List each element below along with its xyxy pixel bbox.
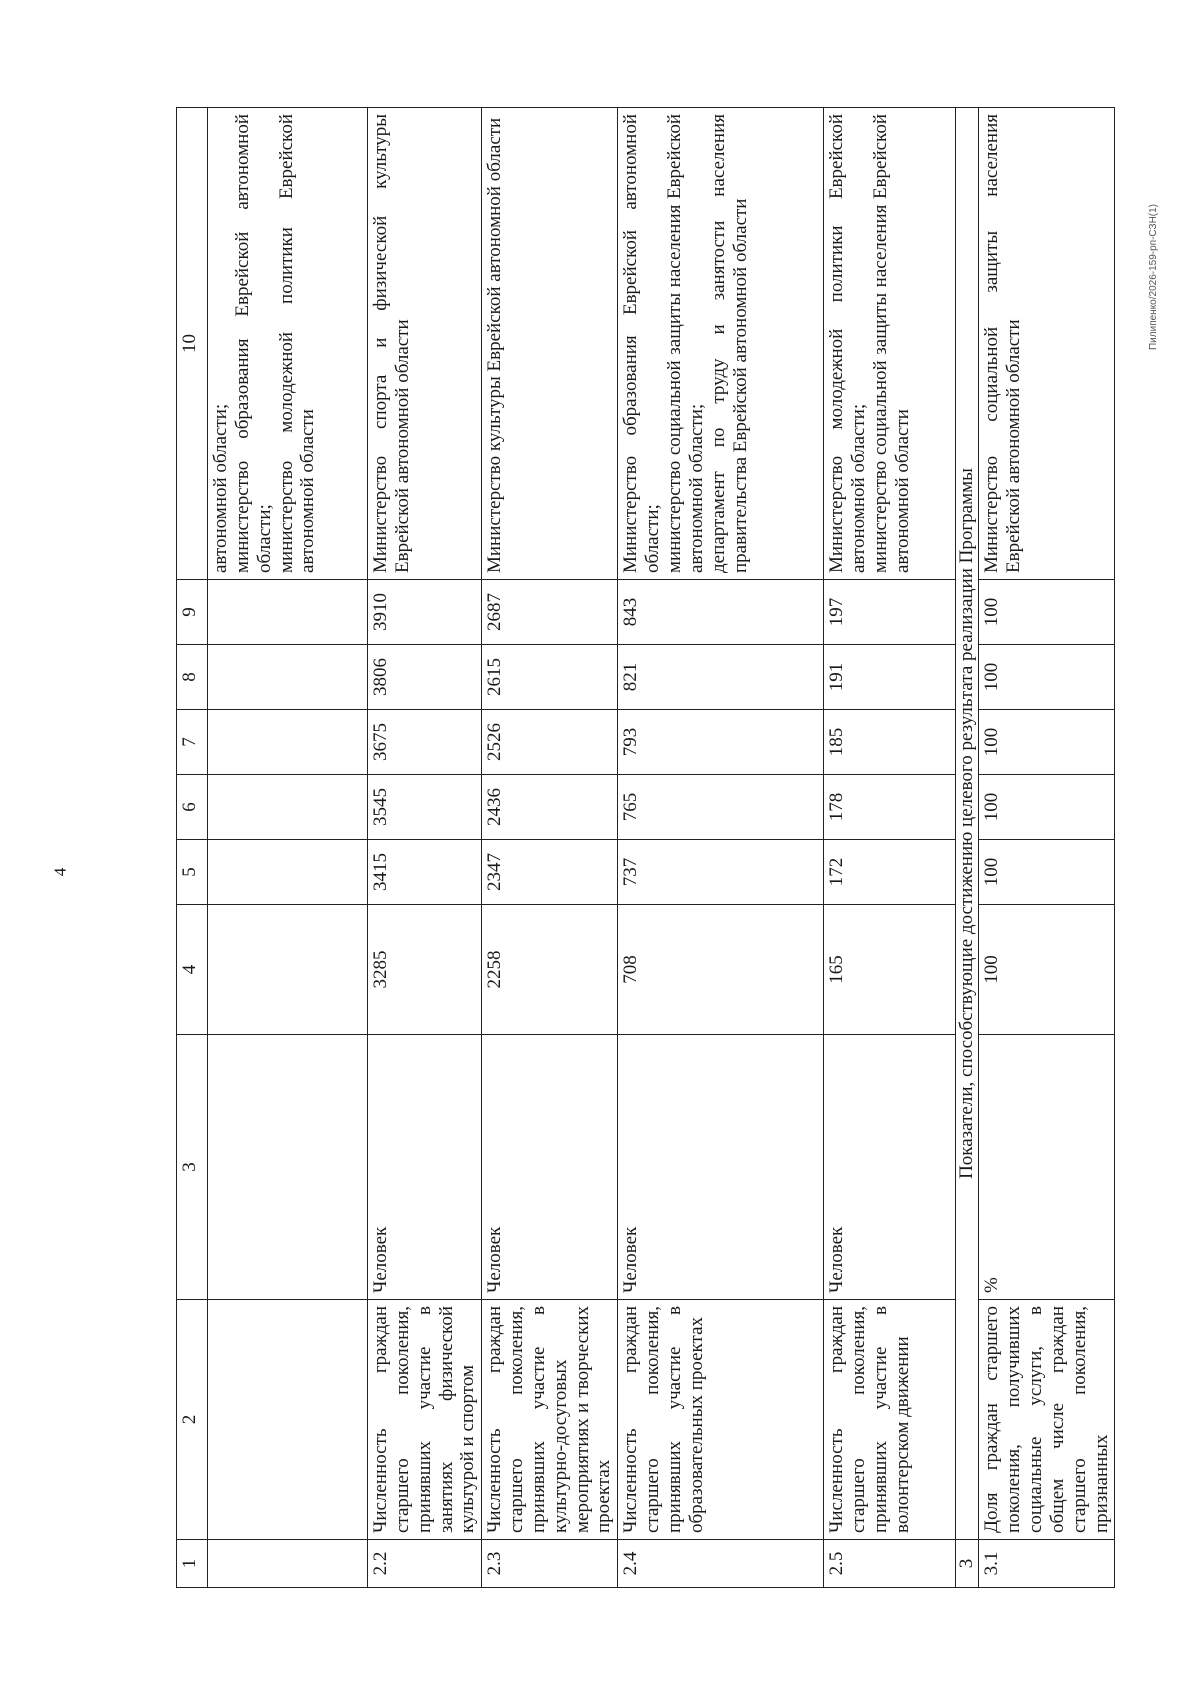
table-row bbox=[979, 108, 1115, 1588]
cell-value: 843 bbox=[618, 580, 824, 645]
cell-value: 191 bbox=[824, 645, 956, 710]
cell-indicator: Численность граждан старшего поколения, принявших участие в волонтерском движении bbox=[824, 1300, 956, 1540]
header-col-3: 3 bbox=[177, 1035, 208, 1300]
table-section-row bbox=[956, 108, 979, 1588]
cell-value: 821 bbox=[618, 645, 824, 710]
cell-indicator: Доля граждан старшего поколения, получивших социальные услуги, в общем числе граждан старшего поколения, признанных bbox=[979, 1300, 1115, 1540]
cell-value: 3545 bbox=[368, 775, 482, 840]
cell-num: 2.2 bbox=[368, 1540, 482, 1588]
cell-unit: % bbox=[979, 1035, 1115, 1300]
table-row bbox=[618, 108, 824, 1588]
cell-indicator: Численность граждан старшего поколения, принявших участие в культурно-досуговых мероприятиях и творческих проектах bbox=[482, 1300, 618, 1540]
header-col-10: 10 bbox=[177, 108, 208, 580]
table-header-row bbox=[177, 108, 208, 1588]
ministry-text: министерство социальной защиты населения Еврейской автономной области; bbox=[663, 114, 707, 573]
cell-value bbox=[208, 840, 368, 905]
cell-value bbox=[208, 905, 368, 1035]
cell-value: 737 bbox=[618, 840, 824, 905]
cell-value: 3415 bbox=[368, 840, 482, 905]
ministry-text: Министерство образования Еврейской автономной области; bbox=[620, 114, 664, 573]
cell-value bbox=[208, 645, 368, 710]
cell-ministries bbox=[208, 108, 368, 580]
ministry-text: Министерство социальной защиты населения Еврейской автономной области bbox=[981, 114, 1025, 573]
cell-value bbox=[208, 580, 368, 645]
cell-value: 2687 bbox=[482, 580, 618, 645]
ministry-text: министерство образования Еврейской автономной области; bbox=[231, 114, 275, 573]
cell-value: 2258 bbox=[482, 905, 618, 1035]
header-col-1: 1 bbox=[177, 1540, 208, 1588]
ministry-text: департамент по труду и занятости населения правительства Еврейской автономной области bbox=[707, 114, 751, 573]
cell-num: 2.5 bbox=[824, 1540, 956, 1588]
header-col-5: 5 bbox=[177, 840, 208, 905]
ministry-text: министерство социальной защиты населения Еврейской автономной области bbox=[869, 114, 913, 573]
cell-unit: Человек bbox=[824, 1035, 956, 1300]
header-col-4: 4 bbox=[177, 905, 208, 1035]
header-col-6: 6 bbox=[177, 775, 208, 840]
header-col-2: 2 bbox=[177, 1300, 208, 1540]
cell-value: 2615 bbox=[482, 645, 618, 710]
ministry-text: Министерство спорта и физической культуры Еврейской автономной области bbox=[370, 114, 413, 573]
cell-num bbox=[208, 1540, 368, 1588]
cell-value: 100 bbox=[979, 645, 1115, 710]
cell-value: 165 bbox=[824, 905, 956, 1035]
cell-value: 100 bbox=[979, 840, 1115, 905]
rotated-table-container bbox=[176, 108, 1128, 1588]
cell-value: 178 bbox=[824, 775, 956, 840]
cell-value: 185 bbox=[824, 710, 956, 775]
section-num: 3 bbox=[956, 1540, 979, 1588]
cell-ministries bbox=[368, 108, 482, 580]
cell-value: 793 bbox=[618, 710, 824, 775]
cell-num: 2.4 bbox=[618, 1540, 824, 1588]
table-row-continuation bbox=[208, 108, 368, 1588]
cell-value: 3675 bbox=[368, 710, 482, 775]
cell-value bbox=[208, 710, 368, 775]
cell-value: 100 bbox=[979, 580, 1115, 645]
cell-value: 765 bbox=[618, 775, 824, 840]
cell-unit bbox=[208, 1035, 368, 1300]
cell-unit: Человек bbox=[618, 1035, 824, 1300]
header-col-8: 8 bbox=[177, 645, 208, 710]
table-row bbox=[482, 108, 618, 1588]
cell-unit: Человек bbox=[368, 1035, 482, 1300]
cell-unit: Человек bbox=[482, 1035, 618, 1300]
document-code-footer bbox=[1148, 203, 1168, 350]
table-row bbox=[824, 108, 956, 1588]
ministry-text: Министерство молодежной политики Еврейской автономной области; bbox=[826, 114, 870, 573]
cell-value: 172 bbox=[824, 840, 956, 905]
cell-num: 2.3 bbox=[482, 1540, 618, 1588]
cell-value: 100 bbox=[979, 710, 1115, 775]
ministry-text: министерство молодежной политики Еврейской автономной области bbox=[275, 114, 319, 573]
cell-value: 3285 bbox=[368, 905, 482, 1035]
cell-indicator bbox=[208, 1300, 368, 1540]
cell-value: 100 bbox=[979, 905, 1115, 1035]
cell-value bbox=[208, 775, 368, 840]
cell-ministries bbox=[482, 108, 618, 580]
cell-value: 708 bbox=[618, 905, 824, 1035]
section-title: Показатели, способствующие достижению целевого результата реализации Программы bbox=[956, 108, 979, 1540]
cell-ministries bbox=[979, 108, 1115, 580]
cell-indicator: Численность граждан старшего поколения, принявших участие в образовательных проектах bbox=[618, 1300, 824, 1540]
cell-value: 2526 bbox=[482, 710, 618, 775]
cell-ministries bbox=[618, 108, 824, 580]
cell-num: 3.1 bbox=[979, 1540, 1115, 1588]
table-row bbox=[368, 108, 482, 1588]
cell-value: 2436 bbox=[482, 775, 618, 840]
header-col-9: 9 bbox=[177, 580, 208, 645]
ministry-text: Министерство культуры Еврейской автономной области bbox=[484, 117, 506, 573]
cell-value: 197 bbox=[824, 580, 956, 645]
table-region bbox=[176, 108, 1128, 1588]
document-code-text: Пилипенко/2026-159-рп-СЗН(1) bbox=[1148, 203, 1159, 350]
indicators-table bbox=[176, 107, 1115, 1588]
ministry-text: автономной области; bbox=[210, 403, 231, 573]
cell-value: 2347 bbox=[482, 840, 618, 905]
cell-value: 100 bbox=[979, 775, 1115, 840]
cell-indicator: Численность граждан старшего поколения, принявших участие в занятиях физической культурой и спортом bbox=[368, 1300, 482, 1540]
cell-ministries bbox=[824, 108, 956, 580]
cell-value: 3910 bbox=[368, 580, 482, 645]
cell-value: 3806 bbox=[368, 645, 482, 710]
page-number: 4 bbox=[50, 867, 70, 877]
header-col-7: 7 bbox=[177, 710, 208, 775]
